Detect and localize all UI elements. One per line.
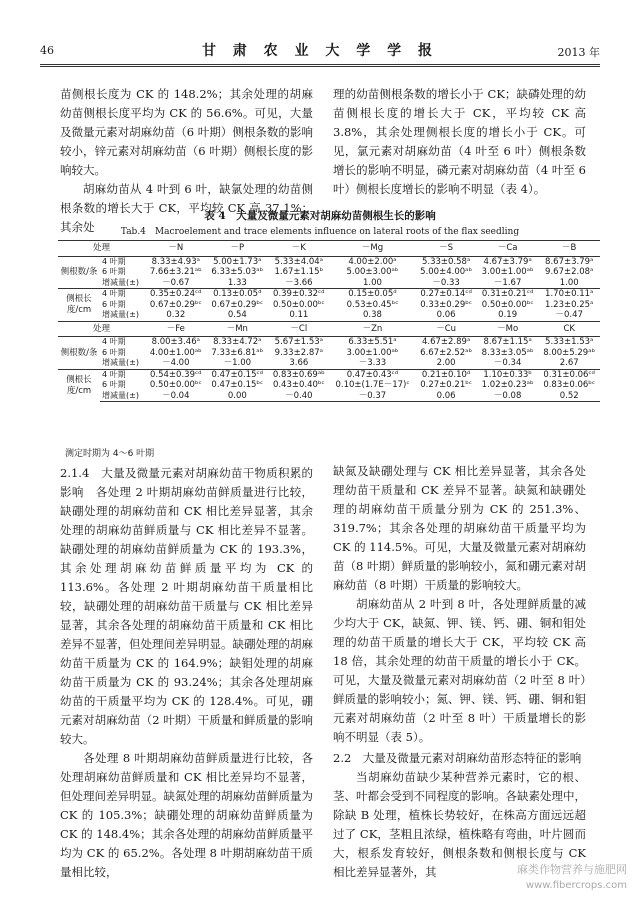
table-cell: 1.33 (227, 277, 247, 288)
table-note: 测定时期为 4～6 叶期 (65, 449, 155, 459)
row-label: 6 叶期 (102, 299, 126, 309)
table-cell: 6.33±5.03ᵃᵇ (211, 267, 264, 277)
table-cell: 0.15±0.05ᵈ (330, 289, 416, 300)
table-cell: 0.38 (363, 310, 382, 320)
table-cell: 3.00±1.00ᵃᵇ (481, 267, 534, 277)
group-label: 侧根数/条 (60, 347, 98, 358)
table-cell: 4.00±2.00ᵃ (348, 256, 397, 267)
table-cell: －0.08 (477, 391, 539, 402)
table-cell: 0.39±0.32ᶜᵈ (268, 289, 330, 300)
right-column-top (333, 85, 586, 199)
row-label: 4 叶期 (100, 289, 145, 300)
table-cell: －0.40 (268, 391, 330, 402)
table-row (58, 267, 600, 278)
table-cell: 1.70±0.11ᵃ (538, 289, 600, 300)
column-header: －Ca (477, 241, 539, 257)
column-header: －Fe (145, 321, 207, 337)
paragraph: 胡麻幼苗从 4 叶到 6 叶，缺氯处理的幼苗侧根条数的增长大于 CK，平均较 CK 高 37.1%；其余处 (60, 182, 313, 234)
table-cell: －0.33 (432, 277, 460, 288)
table-cell: 0.67±0.29ᵇᶜ (211, 299, 264, 310)
column-header: －S (415, 241, 477, 257)
table-cell: 0.54±0.39ᶜᵈ (145, 369, 207, 380)
table-cell: 0.43±0.40ᵇᶜ (272, 380, 325, 390)
table-cell: 0.10±(1.7E－17)ᶜ (335, 380, 410, 390)
column-header: －Mo (477, 321, 539, 337)
table-cell: 0.53±0.45ᵇᶜ (346, 299, 399, 310)
table-cell: 0.50±0.00ᵇᶜ (149, 380, 202, 390)
table-cell: 5.33±4.04ᵃ (274, 256, 323, 267)
table-cell: 0.27±0.14ᶜᵈ (415, 289, 477, 300)
table-cell: 0.54 (227, 310, 247, 320)
table-cell: 0.35±0.24ᶜᵈ (145, 289, 207, 300)
table-cell: 8.33±4.72ᵃ (213, 337, 262, 347)
table-cell: －0.67 (162, 277, 190, 288)
group-label: 侧根长度/cm (58, 289, 100, 322)
table-cell: 0.83±0.06ᵇᶜ (543, 380, 596, 390)
table-cell: －0.34 (493, 358, 522, 368)
table-header-row-1 (58, 241, 600, 257)
table-title-en: Tab.4 Macroelement and trace elements influence on lateral roots of the flax seedling (120, 227, 520, 237)
table-cell: 9.33±2.87ᵃ (274, 347, 323, 358)
table-row (58, 380, 600, 391)
watermark-text: 麻类作物营养与施肥网 (517, 863, 627, 876)
left-column-bottom (60, 462, 313, 882)
table-cell: 0.67±0.29ᵇᶜ (149, 299, 202, 310)
table-cell: 0.27±0.21ᵇᶜ (420, 380, 473, 390)
table-cell: 0.33±0.29ᵇᶜ (420, 299, 473, 310)
row-label: 6 叶期 (102, 267, 126, 276)
table-cell: 3.00±1.00ᵃᵇ (346, 347, 399, 358)
table-cell: 5.00±1.73ᵃ (213, 256, 262, 267)
table-cell: 0.31±0.06ᶜᵈ (538, 369, 600, 380)
table-cell: 4.67±3.79ᵃ (483, 256, 532, 267)
table-cell: －3.66 (285, 277, 313, 288)
group-label: 侧根数/条 (60, 267, 98, 277)
paragraph: 缺氮及缺硼处理与 CK 相比差异显著，其余各处理幼苗干质量和 CK 差异不显著。缺氮和缺硼处理的胡麻幼苗干质量分别为 CK 的 251.3%、319.7%；其余各处理的胡麻幼苗干质量平均为 CK 的 114.5%。可见，大量及微量元素对胡麻幼苗（8 叶期）鲜质量的影响较小，氮和硼元素对胡麻幼苗（8 叶期）干质量的影响较大。 (333, 464, 586, 592)
column-header: －Cu (415, 321, 477, 337)
watermark-url: www.fibercrops.com (525, 880, 627, 891)
table-cell: －1.00 (223, 358, 252, 368)
group-label: 侧根长度/cm (58, 369, 100, 402)
table-cell: 0.50±0.00ᵇᶜ (272, 299, 325, 310)
row-label: 4 叶期 (100, 369, 145, 380)
page-number: 46 (40, 44, 54, 57)
table-row (58, 300, 600, 311)
table-cell: －1.67 (493, 277, 522, 288)
table-cell: 8.33±4.93ᵃ (151, 256, 200, 267)
table-cell: 0.47±0.43ᶜᵈ (330, 369, 416, 380)
table-cell: 8.33±3.05ᵃᵇ (481, 347, 534, 358)
paragraph: 苗侧根长度为 CK 的 148.2%；其余处理的胡麻幼苗侧根长度平均为 CK 的 56.6%。可见，大量及微量元素对胡麻幼苗（6 叶期）侧根条数的影响较小，锌元素对胡麻幼苗（6 叶期）侧根长度的影响较大。 (60, 87, 313, 177)
table-cell: 0.06 (415, 391, 477, 402)
row-label: 增减量(±) (102, 310, 139, 319)
section-heading: 2.1.4 大量及微量元素对胡麻幼苗干物质积累的影响 各处理 2 叶期胡麻幼苗鲜质量进行比较，缺硼处理的胡麻幼苗和 CK 相比差异显著，其余处理的胡麻幼苗鲜质量与 CK 相比差异不显著。缺硼处理的胡麻幼苗鲜质量为 CK 的 193.3%，其余处理胡麻幼苗鲜质量平均为 CK 的 113.6%。各处理 2 叶期胡麻幼苗干质量相比较，缺硼处理的胡麻幼苗干质量与 CK 相比差异显著，其余各处理的胡麻幼苗干质量和 CK 相比差异不显著，但处理间差异明显。缺硼处理的胡麻幼苗干质量为 CK 的 164.9%；缺钼处理的胡麻幼苗干质量为 CK 的 93.24%；其余各处理胡麻幼苗的干质量平均为 CK 的 128.4%。可见，硼元素对胡麻幼苗（2 叶期）干质量和鲜质量的影响较大。 (60, 466, 313, 746)
table-cell: 0.31±0.21ᶜᵈ (477, 289, 539, 300)
journal-title: 甘 肃 农 业 大 学 学 报 (201, 43, 439, 59)
table-cell: －0.04 (145, 391, 207, 402)
table-cell: 9.67±2.08ᵃ (545, 267, 594, 277)
row-label: 6 叶期 (102, 347, 126, 357)
table-cell: 1.67±1.15ᵇ (274, 267, 324, 277)
row-label: 增减量(±) (102, 358, 139, 367)
table-cell: 7.66±3.21ᵃᵇ (149, 267, 202, 277)
paragraph: 各处理 8 叶期胡麻幼苗鲜质量进行比较，各处理胡麻幼苗鲜质量和 CK 相比差异均不显著，但处理间差异明显。缺氮处理的胡麻幼苗鲜质量为 CK 的 105.3%；缺硼处理的胡麻幼苗鲜质量为 CK 的 148.4%；其余各处理的胡麻幼苗鲜质量平均为 CK 的 65.2%。各处理 8 叶期胡麻幼苗干质量相比较， (60, 751, 313, 879)
table-cell: 5.00±3.00ᵃᵇ (346, 267, 399, 277)
row-label: 6 叶期 (102, 380, 126, 389)
table-row (58, 358, 600, 369)
table-cell: 0.19 (498, 310, 518, 320)
table-cell: 0.11 (289, 310, 309, 320)
table-cell: 5.67±1.53ᵃ (274, 337, 323, 347)
table-cell: 3.66 (289, 358, 309, 368)
column-header: 处理 (58, 241, 145, 257)
table-row (58, 337, 600, 348)
table-row (58, 256, 600, 267)
table-cell: 8.67±1.15ᵃ (483, 337, 532, 347)
table-cell: 6.33±5.51ᵃ (348, 337, 397, 347)
column-header: －Mg (330, 241, 416, 257)
table-row (58, 369, 600, 380)
table-cell: 8.00±3.46ᵃ (151, 337, 200, 347)
table-row (58, 391, 600, 402)
journal-year: 2013 年 (557, 46, 600, 59)
table-cell: 7.33±6.81ᵃᵇ (211, 347, 264, 358)
table-cell: 0.52 (538, 391, 600, 402)
row-label: 4 叶期 (102, 256, 126, 266)
table-cell: 0.47±0.15ᵇᶜ (211, 380, 264, 390)
table-cell: －0.37 (330, 391, 416, 402)
table-cell: 1.23±0.25ᵃ (545, 299, 594, 310)
row-label: 4 叶期 (102, 337, 126, 346)
table-cell: 4.67±2.89ᵃ (421, 337, 471, 347)
table-cell: －4.00 (162, 358, 190, 368)
row-label: 增减量(±) (102, 277, 139, 287)
table-header-row-2 (58, 321, 600, 337)
table-cell: 0.00 (207, 391, 269, 402)
table-cell: 8.00±5.29ᵃᵇ (543, 347, 596, 358)
table-cell: 1.10±0.33ᵇ (477, 369, 539, 380)
table-cell: 5.00±4.00ᵃᵇ (420, 267, 473, 277)
table-row (58, 278, 600, 289)
table-cell: 5.33±1.53ᵃ (545, 337, 594, 347)
table-cell: －3.33 (358, 358, 387, 368)
row-label: 增减量(±) (100, 391, 145, 402)
table-cell: 1.02±0.23ᵃᵇ (481, 380, 534, 390)
table-title-cn: 表 4 大量及微量元素对胡麻幼苗侧根生长的影响 (204, 210, 436, 222)
table-cell: －0.47 (555, 310, 583, 320)
running-header (40, 40, 600, 62)
section-heading: 2.2 大量及微量元素对胡麻幼苗形态特征的影响 (333, 751, 582, 765)
column-header: －K (268, 241, 330, 257)
table-row (58, 310, 600, 321)
table-row (58, 348, 600, 359)
column-header: －Mn (207, 321, 269, 337)
paragraph: 胡麻幼苗从 2 叶到 8 叶，各处理鲜质量的减少均大于 CK，缺氮、钾、镁、钙、硼、铜和钼处理的幼苗干质量的增长大于 CK，平均较 CK 高 18 倍，其余处理的幼苗干质量的增长小于 CK。可见，大量及微量元素对胡麻幼苗（2 叶至 8 叶）鲜质量的影响较小；氮、钾、镁、钙、硼、铜和钼元素对胡麻幼苗（2 叶至 8 叶）干质量增长的影响不明显（表 5）。 (333, 597, 586, 744)
column-header: 处理 (58, 321, 145, 337)
header-rule-thin (40, 66, 600, 67)
column-header: CK (538, 321, 600, 337)
column-header: －P (207, 241, 269, 257)
table-cell: 0.50±0.00ᵇᶜ (481, 299, 534, 310)
table-cell: 0.47±0.15ᶜᵈ (207, 369, 269, 380)
table-cell: 2.67 (559, 358, 579, 368)
table-cell: 0.32 (166, 310, 186, 320)
data-table (58, 240, 600, 402)
column-header: －Cl (268, 321, 330, 337)
table-cell: 4.00±1.00ᵃᵇ (149, 347, 202, 358)
table-cell: 6.67±2.52ᵃᵇ (420, 347, 473, 358)
table-cell: 0.13±0.05ᵈ (207, 289, 269, 300)
header-rule (40, 64, 600, 65)
column-header: －Zn (330, 321, 416, 337)
table-cell: 5.33±0.58ᵃ (421, 256, 471, 267)
table-cell: 0.83±0.69ᵃᵇ (268, 369, 330, 380)
column-header: －B (538, 241, 600, 257)
table-cell: 1.00 (559, 277, 579, 288)
column-header: －N (145, 241, 207, 257)
table-cell: 1.00 (363, 277, 382, 288)
paragraph: 当胡麻幼苗缺少某种营养元素时，它的根、茎、叶都会受到不同程度的影响。各缺素处理中，除缺 B 处理，植株长势较好，在株高方面远远超过了 CK，茎粗且浓绿，植株略有弯曲，叶片圆而大，根系发育较好，侧根条数和侧根长度与 CK 相比差异显著外，其 (333, 770, 586, 879)
right-column-bottom (333, 462, 586, 882)
table-cell: 0.21±0.10ᵈ (415, 369, 477, 380)
paragraph: 理的幼苗侧根条数的增长小于 CK；缺磷处理的幼苗侧根长度的增长大于 CK，平均较 CK 高 3.8%，其余处理侧根长度的增长小于 CK。可见，氯元素对胡麻幼苗（4 叶至 6 叶）侧根条数增长的影响不明显，磷元素对胡麻幼苗（4 叶至 6 叶）侧根长度增长的影响不明显（表 4）。 (333, 87, 586, 196)
table-cell: 2.00 (436, 358, 456, 368)
table-cell: 0.06 (436, 310, 456, 320)
table-row (58, 289, 600, 300)
table-cell: 8.67±3.79ᵃ (545, 256, 594, 267)
